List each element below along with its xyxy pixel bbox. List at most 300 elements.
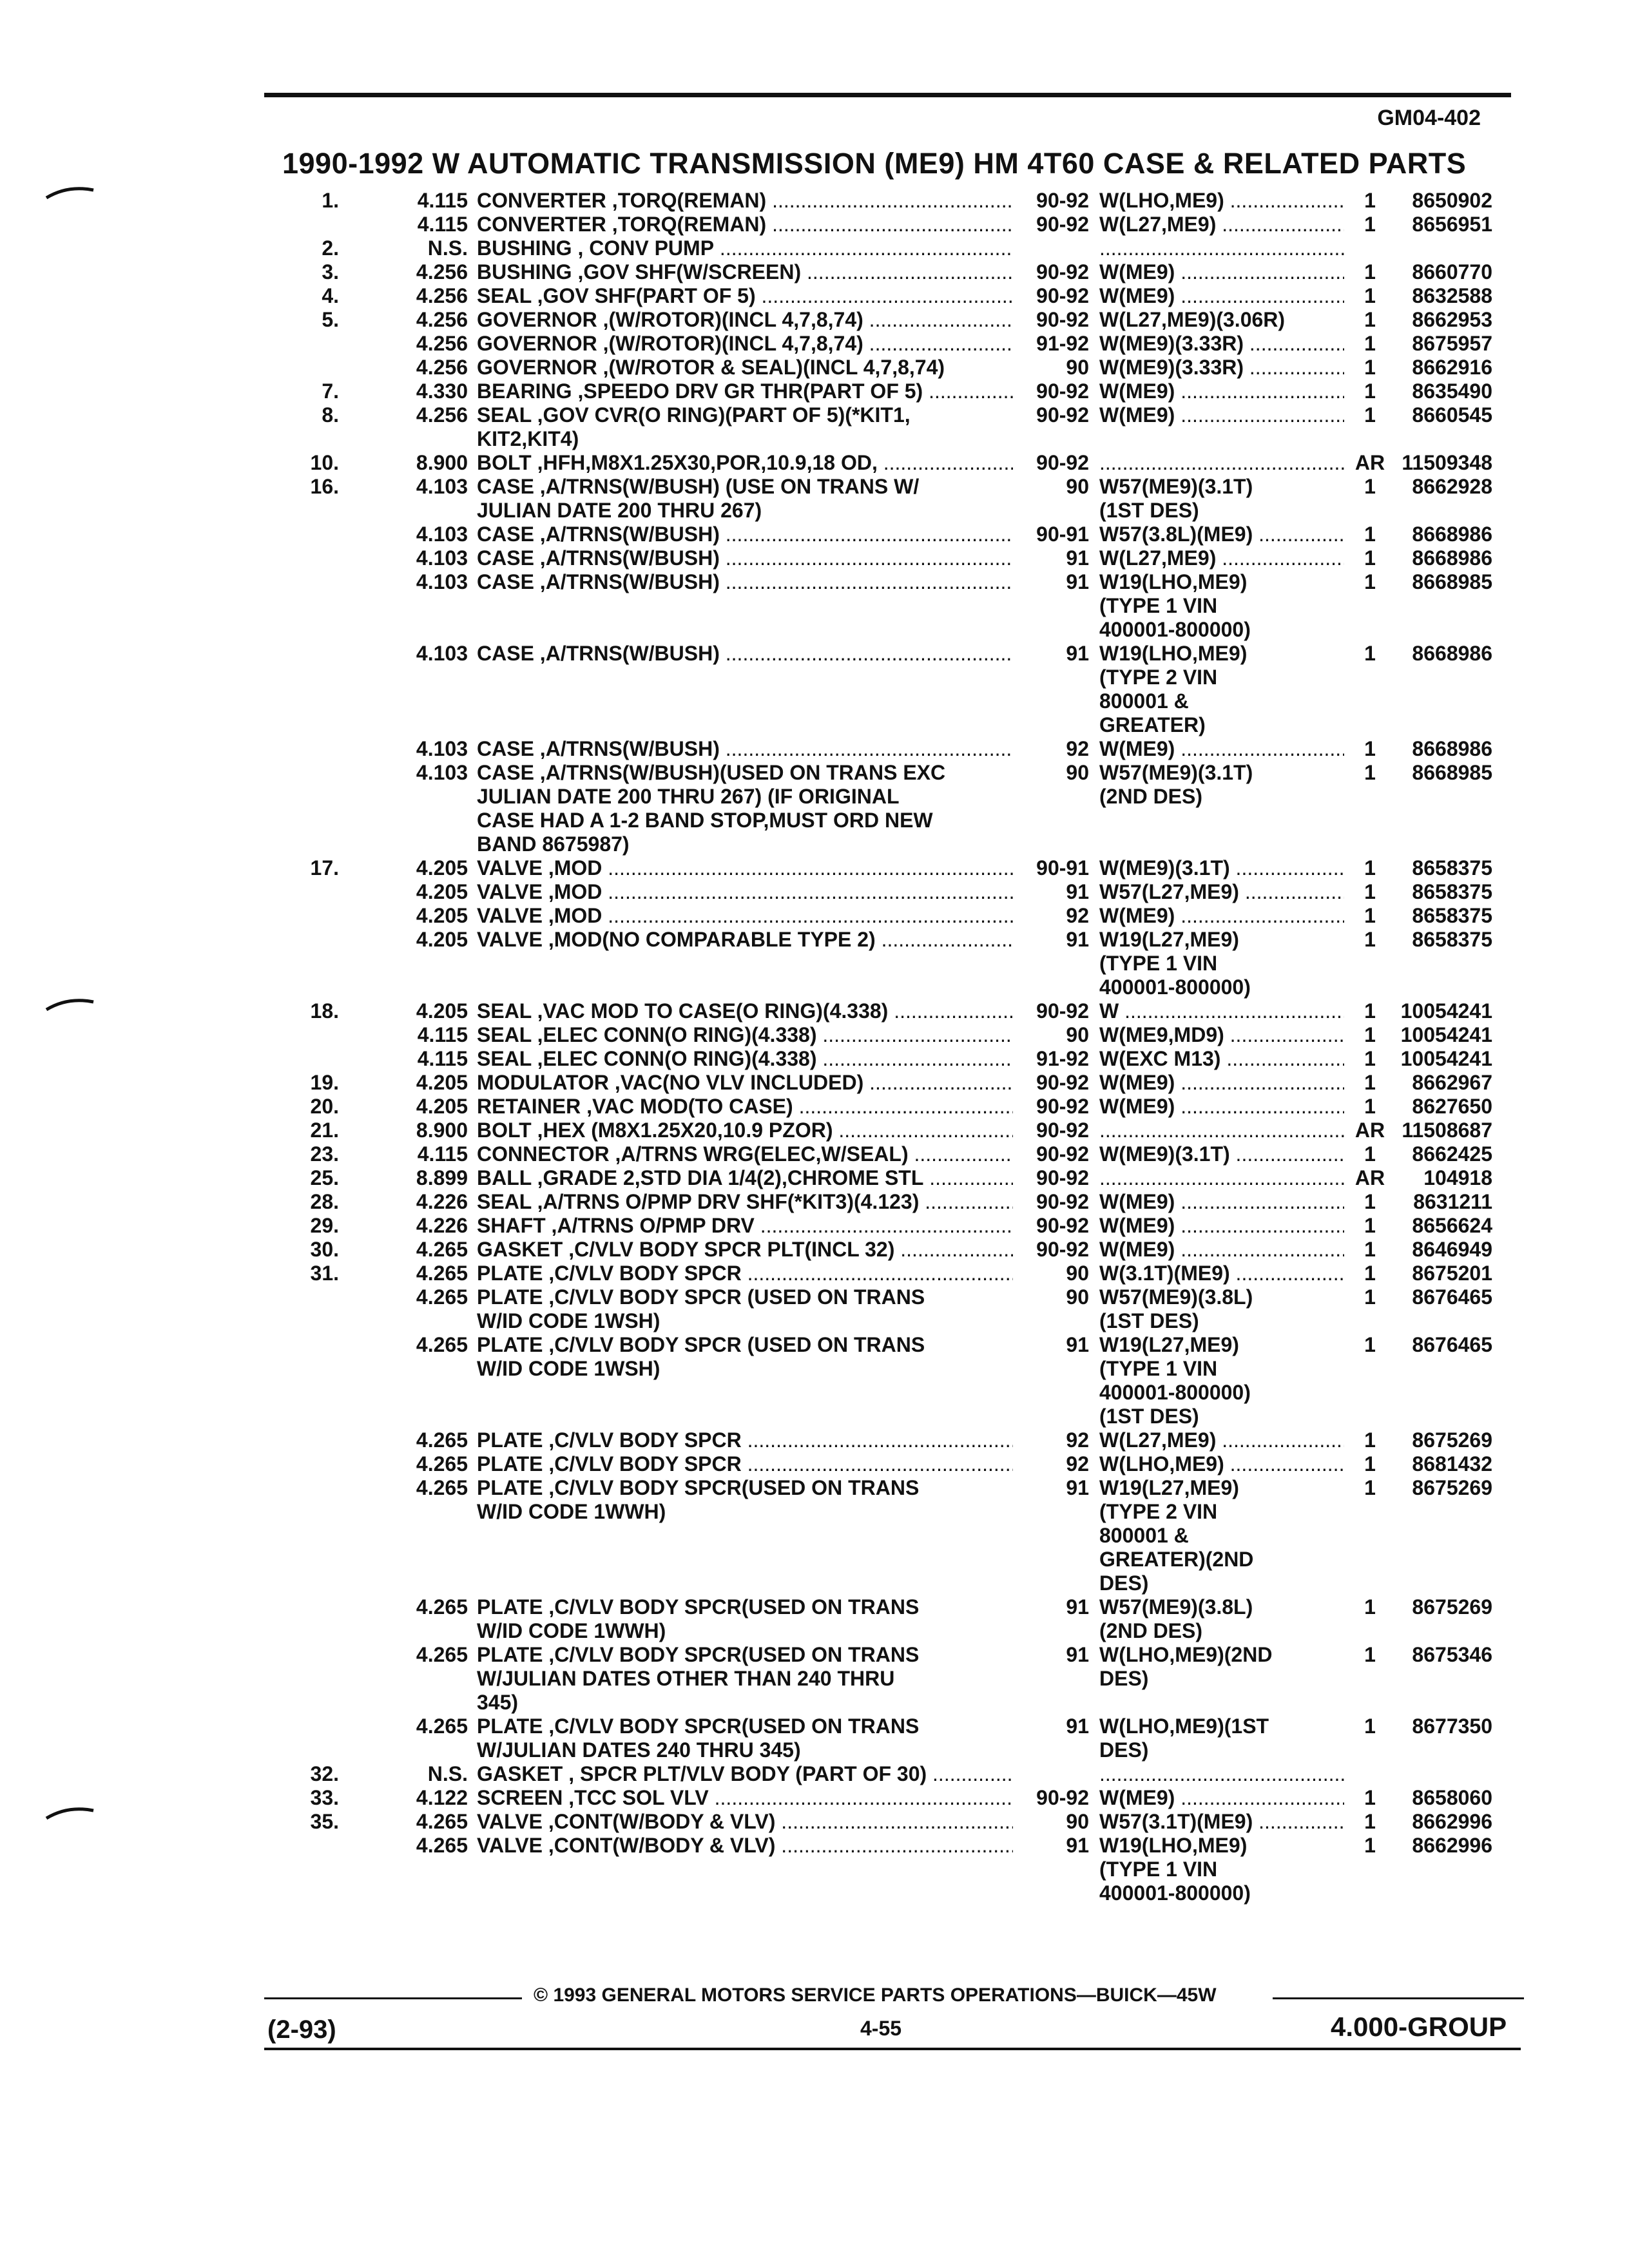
application [1098, 189, 1344, 213]
part-description-text: CONNECTOR ,A/TRNS WRG(ELEC,W/SEAL) ..... [477, 1142, 1013, 1166]
quantity: 1 [1364, 928, 1376, 951]
model-years: 90-92 [1036, 999, 1089, 1023]
application [1098, 475, 1344, 523]
part-number: 10054241 [1400, 1023, 1492, 1046]
model-years: 90 [1066, 761, 1089, 784]
application-text [1099, 451, 1344, 475]
quantity: 1 [1364, 1428, 1376, 1452]
group-code: 8.899 [416, 1166, 468, 1189]
model-years: 91 [1066, 642, 1089, 665]
application [1098, 1166, 1344, 1190]
group-code: 8.900 [416, 1119, 468, 1142]
group-code: 4.265 [416, 1476, 468, 1499]
ref-number: 35. [310, 1810, 339, 1833]
quantity: 1 [1364, 1023, 1376, 1046]
quantity: 1 [1364, 380, 1376, 403]
application-text: W(ME9) ..... [1099, 380, 1344, 403]
part-row [0, 737, 1629, 761]
ref-number: 7. [322, 380, 339, 403]
part-description-text: SEAL ,A/TRNS O/PMP DRV SHF(*KIT3)(4.123) ..... [477, 1190, 1013, 1214]
part-description-text: PLATE ,C/VLV BODY SPCR (USED ON TRANS W/ID CODE 1WSH) [477, 1333, 925, 1380]
part-number: 8656624 [1412, 1214, 1492, 1237]
part-number: 8668986 [1412, 546, 1492, 570]
part-description [477, 1047, 1013, 1071]
part-number: 8676465 [1412, 1333, 1492, 1356]
part-row [0, 761, 1629, 856]
model-years: 90 [1066, 1023, 1089, 1046]
part-number: 8631211 [1413, 1190, 1492, 1213]
part-description [477, 523, 1013, 546]
application [1098, 380, 1344, 403]
part-number: 10054241 [1400, 999, 1492, 1023]
part-row [0, 189, 1629, 213]
model-years: 91 [1066, 1643, 1089, 1666]
quantity: AR [1354, 1119, 1385, 1142]
part-number: 8635490 [1412, 380, 1492, 403]
application-text: W(ME9) ..... [1099, 1095, 1344, 1119]
part-description [477, 904, 1013, 928]
model-years: 91 [1066, 1333, 1089, 1356]
part-description-text: CASE ,A/TRNS(W/BUSH) ..... [477, 642, 1013, 666]
application-text: W19(L27,ME9) (TYPE 2 VIN 800001 & GREATER)(2ND DES) [1099, 1476, 1254, 1595]
part-description [477, 1214, 1013, 1238]
application-text: W(EXC M13) ..... [1099, 1047, 1344, 1071]
part-number: 8627650 [1412, 1095, 1492, 1118]
quantity: 1 [1364, 189, 1376, 212]
group-code: 4.115 [417, 1023, 468, 1046]
application [1098, 761, 1344, 809]
part-description-text: BUSHING ,GOV SHF(W/SCREEN) ..... [477, 260, 1013, 284]
parts-list [0, 189, 1629, 1905]
application-text: W(ME9)(3.1T) ..... [1099, 856, 1344, 880]
part-row [0, 1238, 1629, 1262]
application-text: W(ME9) ..... [1099, 284, 1344, 308]
quantity: 1 [1364, 260, 1376, 284]
application [1098, 1476, 1344, 1595]
part-description [477, 1715, 1013, 1762]
part-row [0, 546, 1629, 570]
application [1098, 928, 1344, 999]
quantity: 1 [1364, 1333, 1376, 1356]
group-code: 4.265 [416, 1810, 468, 1833]
part-row [0, 1047, 1629, 1071]
part-description [477, 475, 1013, 523]
group-code: 4.103 [416, 761, 468, 784]
part-description-text: VALVE ,MOD ..... [477, 880, 1013, 904]
model-years: 90-92 [1036, 403, 1089, 427]
part-row [0, 523, 1629, 546]
application [1098, 1119, 1344, 1142]
quantity: 1 [1364, 546, 1376, 570]
group-code: 4.103 [416, 546, 468, 570]
group-code: 4.115 [417, 213, 468, 236]
group-code: N.S. [427, 1762, 468, 1785]
part-row [0, 1095, 1629, 1119]
group-code: 4.205 [416, 904, 468, 927]
part-description [477, 1142, 1013, 1166]
part-description-text: VALVE ,MOD ..... [477, 856, 1013, 880]
application [1098, 880, 1344, 904]
application-text: W(ME9,MD9) ..... [1099, 1023, 1344, 1047]
quantity: 1 [1364, 1190, 1376, 1213]
part-description-text: GASKET ,C/VLV BODY SPCR PLT(INCL 32) ..... [477, 1238, 1013, 1262]
part-description [477, 356, 1013, 380]
application-text: W57(L27,ME9) ..... [1099, 880, 1344, 904]
part-description [477, 928, 1013, 952]
quantity: 1 [1364, 904, 1376, 927]
part-row [0, 1786, 1629, 1810]
part-description [477, 880, 1013, 904]
part-description-text: SCREEN ,TCC SOL VLV ..... [477, 1786, 1013, 1810]
ref-number: 31. [310, 1262, 339, 1285]
part-row [0, 1452, 1629, 1476]
ref-number: 2. [322, 236, 339, 260]
part-number: 11508687 [1402, 1119, 1492, 1142]
part-row [0, 356, 1629, 380]
part-number: 8668986 [1412, 642, 1492, 665]
application-text: W(LHO,ME9) ..... [1099, 1452, 1344, 1476]
quantity: 1 [1364, 213, 1376, 236]
model-years: 91 [1066, 880, 1089, 903]
model-years: 90-92 [1036, 1214, 1089, 1237]
application-text: W57(3.8L)(ME9) ..... [1099, 523, 1344, 546]
part-description [477, 999, 1013, 1023]
application [1098, 1214, 1344, 1238]
part-description [477, 1786, 1013, 1810]
quantity: 1 [1364, 332, 1376, 355]
ref-number: 1. [322, 189, 339, 212]
part-number: 8668986 [1412, 737, 1492, 760]
part-description-text: CASE ,A/TRNS(W/BUSH) ..... [477, 737, 1013, 761]
part-row [0, 332, 1629, 356]
part-row [0, 1834, 1629, 1905]
application-text: W57(ME9)(3.8L) (2ND DES) [1099, 1595, 1253, 1642]
document-id: GM04-402 [1377, 106, 1481, 130]
part-number: 8658375 [1412, 928, 1492, 951]
part-description-text: VALVE ,MOD ..... [477, 904, 1013, 928]
application-text: W(LHO,ME9)(1ST DES) [1099, 1715, 1269, 1762]
application-text: W19(LHO,ME9) (TYPE 1 VIN 400001-800000) [1099, 570, 1251, 641]
model-years: 91-92 [1036, 1047, 1089, 1070]
application-text: W(LHO,ME9) ..... [1099, 189, 1344, 213]
ref-number: 8. [322, 403, 339, 427]
application-text: W(L27,ME9) ..... [1099, 1428, 1344, 1452]
group-code: 4.115 [417, 189, 468, 212]
part-number: 8676465 [1412, 1285, 1492, 1309]
part-description-text: SEAL ,ELEC CONN(O RING)(4.338) ..... [477, 1023, 1013, 1047]
application [1098, 1762, 1344, 1786]
part-description-text: PLATE ,C/VLV BODY SPCR(USED ON TRANS W/JULIAN DATES OTHER THAN 240 THRU 345) [477, 1643, 920, 1714]
model-years: 90-92 [1036, 380, 1089, 403]
ref-number: 17. [310, 856, 339, 879]
part-description-text: GASKET , SPCR PLT/VLV BODY (PART OF 30) ..... [477, 1762, 1013, 1786]
page-number: 4-55 [860, 2017, 902, 2040]
quantity: 1 [1364, 737, 1376, 760]
group-code: 4.205 [416, 1095, 468, 1118]
ref-number: 19. [310, 1071, 339, 1094]
part-number: 8675346 [1412, 1643, 1492, 1666]
application [1098, 546, 1344, 570]
part-number: 8677350 [1412, 1715, 1492, 1738]
model-years: 90-92 [1036, 260, 1089, 284]
group-code: 4.265 [416, 1428, 468, 1452]
application [1098, 1285, 1344, 1333]
group-code: 4.226 [416, 1214, 468, 1237]
group-code: 4.256 [416, 284, 468, 307]
part-description [477, 1285, 1013, 1333]
application-text: W19(LHO,ME9) (TYPE 1 VIN 400001-800000) [1099, 1834, 1251, 1905]
part-description [477, 1166, 1013, 1190]
part-description-text: SEAL ,ELEC CONN(O RING)(4.338) ..... [477, 1047, 1013, 1071]
model-years: 90 [1066, 1262, 1089, 1285]
part-row [0, 475, 1629, 523]
part-description [477, 1834, 1013, 1858]
application [1098, 1643, 1344, 1691]
group-code: 4.226 [416, 1190, 468, 1213]
part-description [477, 1452, 1013, 1476]
part-row [0, 904, 1629, 928]
part-description-text: CASE ,A/TRNS(W/BUSH)(USED ON TRANS EXC JULIAN DATE 200 THRU 267) (IF ORIGINAL CASE HAD A 1-2 BAND STOP,MUST ORD NEW BAND 8675987) [477, 761, 946, 856]
part-row [0, 1428, 1629, 1452]
part-row [0, 999, 1629, 1023]
application [1098, 1452, 1344, 1476]
application-text: W(L27,ME9) ..... [1099, 546, 1344, 570]
part-description-text: PLATE ,C/VLV BODY SPCR ..... [477, 1452, 1013, 1476]
application [1098, 1047, 1344, 1071]
part-number: 8658375 [1412, 856, 1492, 879]
group-code: 4.256 [416, 260, 468, 284]
application-text: W(ME9)(3.33R) ..... [1099, 332, 1344, 356]
group-code: 4.265 [416, 1238, 468, 1261]
group-code: 4.205 [416, 1071, 468, 1094]
part-description [477, 1023, 1013, 1047]
page-title: 1990-1992 W AUTOMATIC TRANSMISSION (ME9) HM 4T60 CASE & RELATED PARTS [282, 147, 1467, 180]
part-description [477, 1119, 1013, 1142]
application [1098, 1190, 1344, 1214]
part-description [477, 570, 1013, 594]
part-number: 8668985 [1412, 570, 1492, 593]
part-number: 10054241 [1400, 1047, 1492, 1070]
part-number: 8632588 [1412, 284, 1492, 307]
application-text: W(L27,ME9) ..... [1099, 213, 1344, 236]
group-code: 8.900 [416, 451, 468, 474]
part-row [0, 260, 1629, 284]
application [1098, 999, 1344, 1023]
part-row [0, 1166, 1629, 1190]
application-text: W(ME9) ..... [1099, 1238, 1344, 1262]
model-years: 90-92 [1036, 284, 1089, 307]
part-description-text: PLATE ,C/VLV BODY SPCR(USED ON TRANS W/ID CODE 1WWH) [477, 1476, 920, 1523]
part-description [477, 1238, 1013, 1262]
ref-number: 4. [322, 284, 339, 307]
quantity: 1 [1364, 403, 1376, 427]
part-description [477, 451, 1013, 475]
part-description-text: BUSHING , CONV PUMP ..... [477, 236, 1013, 260]
part-number: 8675269 [1412, 1476, 1492, 1499]
part-number: 8662996 [1412, 1810, 1492, 1833]
group-code: 4.265 [416, 1285, 468, 1309]
model-years: 90-92 [1036, 189, 1089, 212]
quantity: 1 [1364, 1095, 1376, 1118]
ref-number: 5. [322, 308, 339, 331]
quantity: 1 [1364, 1285, 1376, 1309]
part-row [0, 213, 1629, 236]
quantity: 1 [1364, 1452, 1376, 1475]
application-text: W(ME9) ..... [1099, 1214, 1344, 1238]
part-description [477, 1476, 1013, 1524]
part-description [477, 1595, 1013, 1643]
part-description-text: BOLT ,HEX (M8X1.25X20,10.9 PZOR) ..... [477, 1119, 1013, 1142]
part-row [0, 1762, 1629, 1786]
revision-date: (2-93) [267, 2015, 336, 2044]
part-description [477, 332, 1013, 356]
part-description-text: BEARING ,SPEEDO DRV GR THR(PART OF 5) ..... [477, 380, 1013, 403]
part-number: 8650902 [1412, 189, 1492, 212]
part-description-text: BOLT ,HFH,M8X1.25X30,POR,10.9,18 OD, ..... [477, 451, 1013, 475]
quantity: 1 [1364, 284, 1376, 307]
application-text: W(ME9) ..... [1099, 1786, 1344, 1810]
part-row [0, 856, 1629, 880]
quantity: AR [1354, 1166, 1385, 1189]
application-text [1099, 1119, 1344, 1142]
part-number: 8660545 [1412, 403, 1492, 427]
part-description [477, 761, 1013, 856]
part-description [477, 189, 1013, 213]
quantity: 1 [1364, 1262, 1376, 1285]
part-description-text: PLATE ,C/VLV BODY SPCR ..... [477, 1262, 1013, 1285]
part-description [477, 1762, 1013, 1786]
part-description [477, 308, 1013, 332]
application [1098, 356, 1344, 380]
application-text [1099, 1762, 1344, 1786]
application [1098, 260, 1344, 284]
application [1098, 1333, 1344, 1428]
part-number: 8658375 [1412, 880, 1492, 903]
part-row [0, 880, 1629, 904]
application-text: W(ME9) ..... [1099, 1190, 1344, 1214]
application [1098, 1095, 1344, 1119]
part-description-text: PLATE ,C/VLV BODY SPCR(USED ON TRANS W/ID CODE 1WWH) [477, 1595, 920, 1642]
part-number: 11509348 [1402, 451, 1492, 474]
part-row [0, 1643, 1629, 1715]
quantity: 1 [1364, 1476, 1376, 1499]
part-description-text: CASE ,A/TRNS(W/BUSH) ..... [477, 546, 1013, 570]
model-years: 90-92 [1036, 451, 1089, 474]
model-years: 90 [1066, 1810, 1089, 1833]
part-description-text: VALVE ,CONT(W/BODY & VLV) ..... [477, 1810, 1013, 1834]
part-description [477, 1190, 1013, 1214]
part-description-text: CONVERTER ,TORQ(REMAN) ..... [477, 189, 1013, 213]
part-description [477, 1810, 1013, 1834]
quantity: 1 [1364, 523, 1376, 546]
application [1098, 642, 1344, 737]
application [1098, 1023, 1344, 1047]
group-code: N.S. [427, 236, 468, 260]
model-years: 90-92 [1036, 1095, 1089, 1118]
application [1098, 1428, 1344, 1452]
part-number: 8675957 [1412, 332, 1492, 355]
application [1098, 284, 1344, 308]
part-description-text: BALL ,GRADE 2,STD DIA 1/4(2),CHROME STL ..... [477, 1166, 1013, 1190]
application [1098, 1834, 1344, 1905]
application-text: W(ME9)(3.33R) ..... [1099, 356, 1344, 380]
part-description-text: MODULATOR ,VAC(NO VLV INCLUDED) ..... [477, 1071, 1013, 1095]
application-text: W57(ME9)(3.1T) (1ST DES) [1099, 475, 1253, 522]
part-description [477, 403, 1013, 451]
model-years: 90-92 [1036, 213, 1089, 236]
model-years: 90-92 [1036, 1190, 1089, 1213]
part-description-text: GOVERNOR ,(W/ROTOR)(INCL 4,7,8,74) ..... [477, 332, 1013, 356]
quantity: 1 [1364, 570, 1376, 593]
part-number: 8675269 [1412, 1595, 1492, 1619]
group-code: 4.256 [416, 356, 468, 379]
model-years: 90 [1066, 1285, 1089, 1309]
footer-rule-left [264, 1997, 522, 1999]
group-code: 4.122 [416, 1786, 468, 1809]
application-text: W(ME9) ..... [1099, 737, 1344, 761]
quantity: 1 [1364, 999, 1376, 1023]
group-code: 4.265 [416, 1715, 468, 1738]
model-years: 90-92 [1036, 1071, 1089, 1094]
part-row [0, 236, 1629, 260]
group-code: 4.265 [416, 1834, 468, 1857]
application [1098, 904, 1344, 928]
quantity: 1 [1364, 1786, 1376, 1809]
part-description [477, 1333, 1013, 1381]
part-description-text: CASE ,A/TRNS(W/BUSH) (USE ON TRANS W/ JULIAN DATE 200 THRU 267) [477, 475, 920, 522]
part-row [0, 1214, 1629, 1238]
model-years: 90-92 [1036, 308, 1089, 331]
part-description [477, 546, 1013, 570]
group-code: 4.256 [416, 308, 468, 331]
part-number: 8662996 [1412, 1834, 1492, 1857]
footer-rule-right [1273, 1997, 1524, 1999]
application-text: W(L27,ME9)(3.06R) [1099, 308, 1286, 331]
model-years: 90 [1066, 356, 1089, 379]
part-row [0, 1476, 1629, 1595]
model-years: 90-91 [1036, 856, 1089, 879]
application-text: W(3.1T)(ME9) ..... [1099, 1262, 1344, 1285]
part-row [0, 1119, 1629, 1142]
part-number: 8656951 [1412, 213, 1492, 236]
group-code: 4.205 [416, 880, 468, 903]
application-text: W57(ME9)(3.1T) (2ND DES) [1099, 761, 1253, 808]
group-code: 4.265 [416, 1262, 468, 1285]
part-row [0, 1333, 1629, 1428]
application [1098, 332, 1344, 356]
quantity: 1 [1364, 1071, 1376, 1094]
bottom-rule [264, 2048, 1521, 2050]
part-description [477, 380, 1013, 403]
model-years: 92 [1066, 737, 1089, 760]
part-description [477, 737, 1013, 761]
quantity: 1 [1364, 356, 1376, 379]
part-description-text: CONVERTER ,TORQ(REMAN) ..... [477, 213, 1013, 236]
ref-number: 21. [310, 1119, 339, 1142]
quantity: 1 [1364, 761, 1376, 784]
model-years: 90 [1066, 475, 1089, 498]
quantity: 1 [1364, 308, 1376, 331]
part-row [0, 642, 1629, 737]
part-description-text: SHAFT ,A/TRNS O/PMP DRV ..... [477, 1214, 1013, 1238]
quantity: 1 [1364, 642, 1376, 665]
part-row [0, 1810, 1629, 1834]
quantity: 1 [1364, 1810, 1376, 1833]
part-row [0, 1190, 1629, 1214]
group-code: 4.115 [417, 1142, 468, 1166]
part-number: 8646949 [1412, 1238, 1492, 1261]
part-description [477, 856, 1013, 880]
